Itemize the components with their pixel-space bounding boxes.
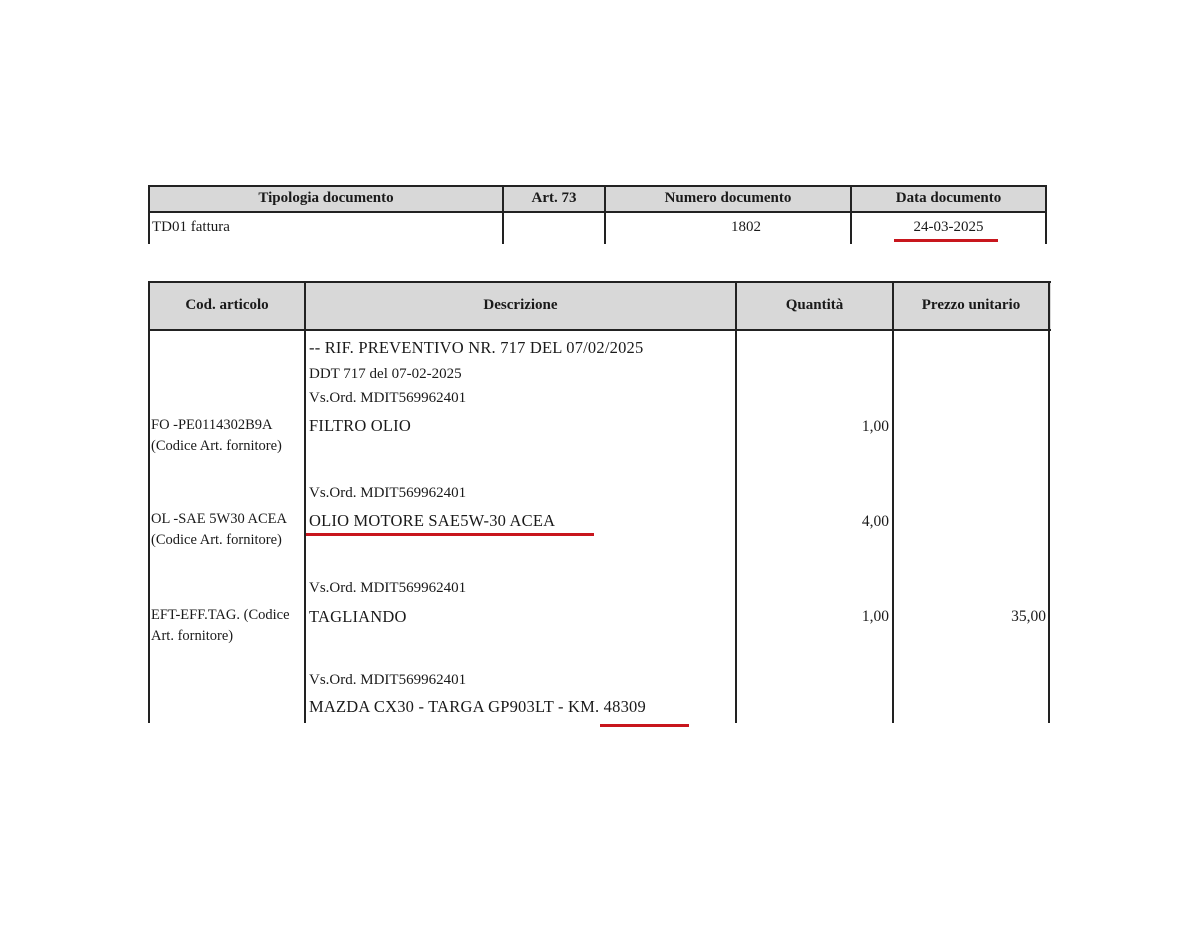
red-underline-date (894, 239, 998, 242)
numero-value: 1802 (731, 219, 761, 235)
red-underline-oil (306, 533, 594, 536)
item-description: OLIO MOTORE SAE5W-30 ACEA (309, 511, 556, 530)
divider (1048, 281, 1050, 723)
divider (148, 281, 1051, 283)
col-header-art73: Art. 73 (531, 190, 577, 206)
item-quantity: 1,00 (861, 608, 889, 625)
article-code: EFT-EFF.TAG. (Codice Art. fornitore) (151, 607, 290, 644)
order-reference: Vs.Ord. MDIT569962401 (309, 580, 467, 596)
ddt-text: DDT 717 del 07-02-2025 (309, 366, 462, 382)
divider (148, 281, 150, 723)
data-value: 24-03-2025 (913, 219, 984, 235)
col-header-descrizione: Descrizione (483, 297, 558, 313)
order-reference: Vs.Ord. MDIT569962401 (309, 672, 467, 688)
divider (1045, 185, 1047, 244)
divider (148, 211, 1047, 213)
item-price: 35,00 (1011, 608, 1046, 625)
col-header-prezzo: Prezzo unitario (921, 297, 1021, 313)
item-quantity: 1,00 (861, 418, 889, 435)
item-description: TAGLIANDO (309, 607, 407, 626)
red-underline-km (600, 724, 689, 727)
article-code: OL -SAE 5W30 ACEA (Codice Art. fornitore) (151, 511, 287, 548)
col-header-data: Data documento (895, 190, 1002, 206)
order-reference: Vs.Ord. MDIT569962401 (309, 485, 467, 501)
col-header-quantita: Quantità (785, 297, 844, 313)
divider (148, 185, 1047, 187)
tipologia-value: TD01 fattura (152, 219, 230, 235)
col-header-cod-articolo: Cod. articolo (185, 297, 269, 313)
divider (304, 281, 306, 723)
col-header-tipologia: Tipologia documento (258, 190, 394, 206)
item-description: FILTRO OLIO (309, 416, 411, 435)
divider (148, 329, 1051, 331)
item-quantity: 4,00 (861, 513, 889, 530)
vehicle-description: MAZDA CX30 - TARGA GP903LT - KM. 48309 (309, 697, 646, 716)
order-reference: Vs.Ord. MDIT569962401 (309, 390, 467, 406)
article-code: FO -PE0114302B9A (Codice Art. fornitore) (151, 417, 282, 454)
rif-preventivo-text: -- RIF. PREVENTIVO NR. 717 DEL 07/02/2025 (309, 338, 644, 357)
divider (892, 281, 894, 723)
col-header-numero: Numero documento (664, 190, 792, 206)
divider (735, 281, 737, 723)
